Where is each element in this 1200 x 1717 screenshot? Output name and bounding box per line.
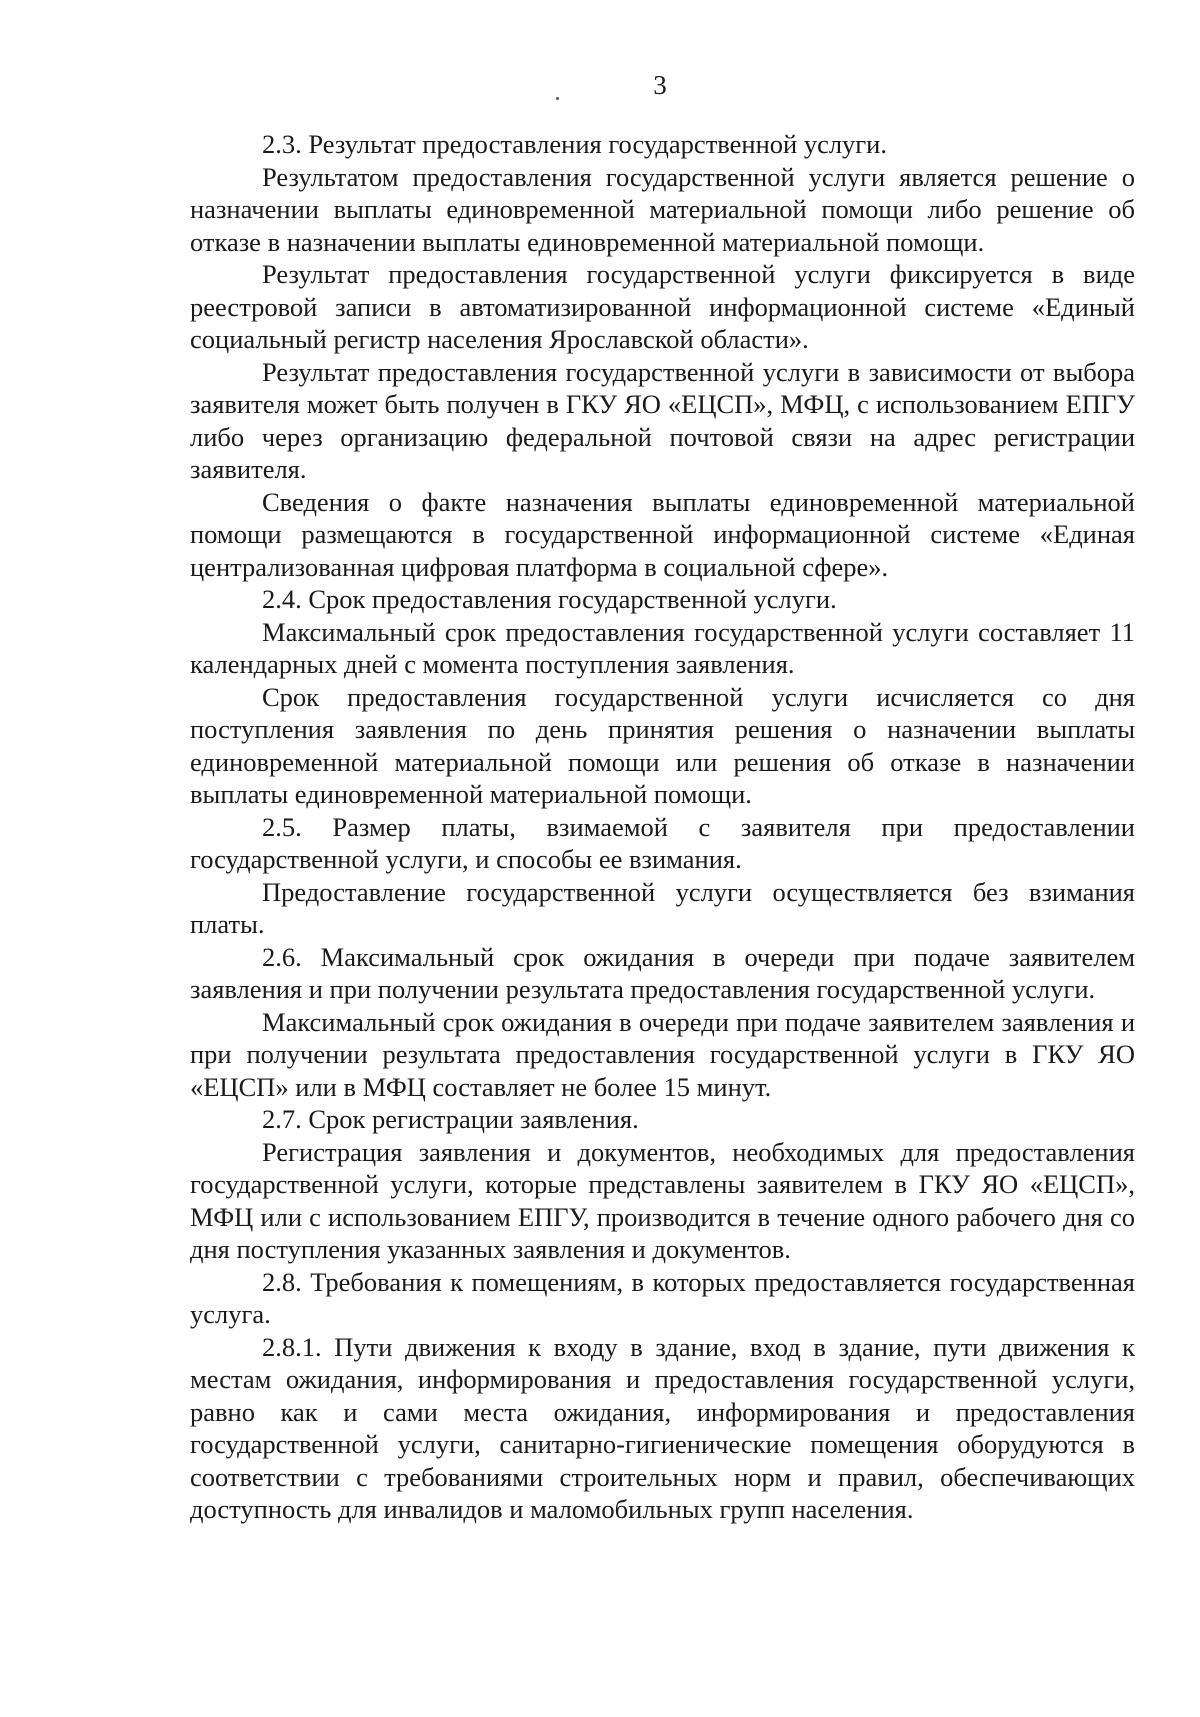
paragraph: Регистрация заявления и документов, необходимых для предоставления государственной услуги, которые представлены заявителем в ГКУ ЯО «ЕЦСП», МФЦ или с использованием ЕПГУ, производится в течение одного рабочего дня со дня поступления указанных заявления и документов. bbox=[190, 1136, 1135, 1264]
paragraph: Предоставление государственной услуги осуществляется без взимания платы. bbox=[190, 876, 1135, 939]
section-heading-2-4: 2.4. Срок предоставления государственной услуги. bbox=[262, 584, 837, 614]
paragraph: Результатом предоставления государственной услуги является решение о назначении выплаты единовременной материальной помощи либо решение об отказе в назначении выплаты единовременной материальной помощи. bbox=[190, 161, 1135, 257]
paragraph: Сведения о факте назначения выплаты единовременной материальной помощи размещаются в государственной информационной системе «Единая централизованная цифровая платформа в социальной сфере». bbox=[190, 486, 1135, 582]
paragraph: Максимальный срок предоставления государственной услуги составляет 11 календарных дней с момента поступления заявления. bbox=[190, 616, 1135, 679]
section-heading-2-8: 2.8. Требования к помещениям, в которых предоставляется государственная услуга. bbox=[190, 1266, 1135, 1329]
section-heading-2-3: 2.3. Результат предоставления государственной услуги. bbox=[262, 129, 887, 159]
paragraph: Результат предоставления государственной услуги в зависимости от выбора заявителя может быть получен в ГКУ ЯО «ЕЦСП», МФЦ, с использованием ЕПГУ либо через организацию федеральной почтовой связи на адрес регистрации заявителя. bbox=[190, 356, 1135, 484]
paragraph: Результат предоставления государственной услуги фиксируется в виде реестровой записи в автоматизированной информационной системе «Единый социальный регистр населения Ярославской области». bbox=[190, 259, 1135, 354]
page-number: 3 bbox=[653, 70, 667, 100]
section-heading-2-7: 2.7. Срок регистрации заявления. bbox=[262, 1104, 639, 1134]
paragraph: Срок предоставления государственной услуги исчисляется со дня поступления заявления по день принятия решения о назначении выплаты единовременной материальной помощи или решения об отказе в назначении выплаты единовременной материальной помощи. bbox=[190, 681, 1135, 809]
section-heading-2-8-1: 2.8.1. Пути движения к входу в здание, вход в здание, пути движения к местам ожидания, информирования и предоставления государственной услуги, равно как и сами места ожидания, информирования и предоставления государственной услуги, санитарно-гигиенические помещения оборудуются в соответствии с требованиями строительных норм и правил, обеспечивающих доступность для инвалидов и маломобильных групп населения. bbox=[190, 1331, 1135, 1524]
section-heading-2-6: 2.6. Максимальный срок ожидания в очереди при подаче заявителем заявления и при получении результата предоставления государственной услуги. bbox=[190, 941, 1135, 1004]
scan-speck bbox=[556, 97, 559, 100]
section-heading-2-5: 2.5. Размер платы, взимаемой с заявителя при предоставлении государственной услуги, и способы ее взимания. bbox=[190, 811, 1135, 874]
paragraph: Максимальный срок ожидания в очереди при подаче заявителем заявления и при получении результата предоставления государственной услуги в ГКУ ЯО «ЕЦСП» или в МФЦ составляет не более 15 минут. bbox=[190, 1006, 1135, 1102]
document-body bbox=[190, 128, 1135, 1526]
